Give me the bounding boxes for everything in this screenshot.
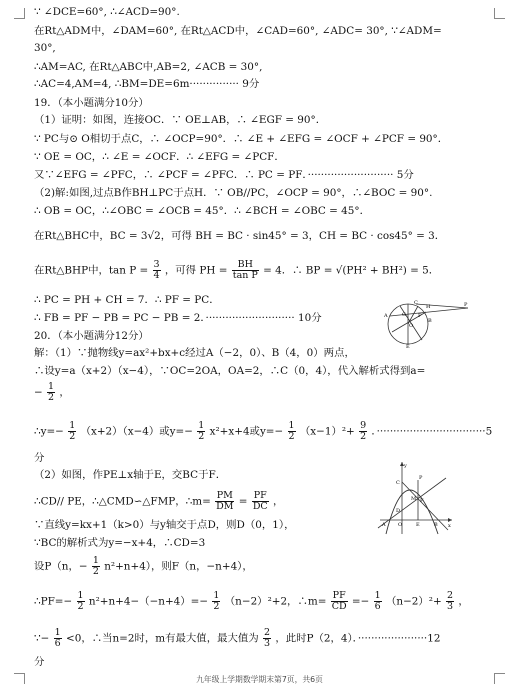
text-run: ，	[273, 495, 284, 508]
text-run: <0，∴当n=2时，m有最大值，最大值为	[66, 632, 259, 645]
text-run: −	[34, 386, 43, 399]
point-label-b: B	[434, 522, 438, 528]
numerator: PF	[253, 490, 267, 501]
text-line: ∴ FB = PF − PB = PC − PB = 2．··························· 10分	[34, 312, 322, 324]
text-line: 分	[34, 656, 45, 668]
fraction	[77, 591, 85, 612]
numerator: 2	[447, 590, 454, 601]
fraction	[212, 591, 220, 612]
numerator: 1	[374, 590, 381, 601]
fraction	[47, 382, 55, 403]
denominator: 2	[213, 601, 220, 612]
text-run: =	[238, 495, 248, 508]
text-line: 分	[34, 452, 45, 464]
text-line: 30°,	[34, 42, 56, 54]
question-heading: 19．（本小题满分10分）	[34, 97, 149, 109]
denominator: 2	[69, 431, 76, 442]
text-line: 解：（1）∵抛物线y=ax²+bx+c经过A（−2，0）、B（4，0）两点，	[34, 347, 355, 359]
text-line: （2)解:如图,过点B作BH⊥PC于点H．∵ OB//PC，∠OCP = 90°，∴∠BOC = 90°.	[34, 187, 433, 199]
text-run: 设P（n，−	[34, 560, 88, 573]
text-line: 在Rt△BHC中，BC = 3√2，可得 BH = BC · sin45° = 3，CH = BC · cos45° = 3．	[34, 230, 446, 242]
denominator: CD	[331, 601, 347, 612]
denominator: 2	[48, 392, 55, 403]
point-label-f: F	[420, 498, 424, 504]
fraction	[68, 421, 76, 442]
circle-tangent-figure	[378, 300, 470, 348]
denominator: 6	[54, 638, 61, 649]
point-label-h: H	[426, 304, 431, 310]
point-label-c: C	[414, 300, 418, 306]
text-run: =−	[351, 595, 370, 608]
denominator: DC	[252, 501, 268, 512]
text-line	[34, 556, 253, 577]
text-run: （x+2）（x−4）或y=−	[80, 425, 193, 438]
numerator: PF	[332, 590, 346, 601]
text-line	[34, 382, 70, 403]
text-line: ∵直线y=kx+1（k>0）与y轴交于点D，则D（0，1），	[34, 519, 295, 531]
point-label-f: F	[418, 313, 422, 319]
text-run: ，	[59, 386, 70, 399]
denominator: 2	[198, 431, 205, 442]
numerator: 3	[153, 259, 160, 270]
denominator: 2	[360, 431, 367, 442]
denominator: 4	[153, 270, 160, 281]
point-label-o: O	[409, 323, 414, 329]
text-line: ∴AM=AC, 在Rt△ABC中,AB=2, ∠ACB = 30°,	[34, 61, 263, 73]
denominator: 2	[92, 566, 99, 577]
numerator: 9	[360, 420, 367, 431]
text-line	[34, 260, 439, 281]
fraction	[92, 556, 100, 577]
point-label-c: C	[396, 480, 400, 486]
text-run: 在Rt△BHP中，tan P =	[34, 264, 149, 277]
numerator: 1	[198, 420, 205, 431]
text-run: n²+n+4），则F（n，−n+4），	[104, 560, 253, 573]
point-label-a: A	[384, 313, 388, 319]
text-line	[34, 491, 283, 512]
text-line	[34, 591, 469, 612]
text-run: = 4．∴ BP = √(PH² + BH²) = 5．	[263, 264, 440, 277]
fraction	[359, 421, 367, 442]
text-run: ．·································5	[371, 425, 493, 438]
corner-mark-top-left	[14, 8, 25, 19]
denominator: tan P	[232, 270, 258, 281]
text-run: ∴CD// PE，∴△CMD∽△FMP，∴m=	[34, 495, 211, 508]
denominator: DM	[216, 501, 234, 512]
point-label-b: B	[428, 318, 432, 324]
text-line: ∵ ∠DCE=60°, ∴∠ACD=90°.	[34, 6, 180, 18]
point-label-p: P	[419, 475, 423, 481]
text-run: ∵−	[34, 632, 50, 645]
numerator: BH	[232, 260, 259, 271]
fraction	[232, 260, 259, 281]
numerator: 1	[213, 590, 220, 601]
fraction	[54, 628, 62, 649]
x-axis-arrow	[448, 518, 452, 522]
text-line: 又∵∠EFG = ∠PFC，∴ ∠PCF = ∠PFC．∴ PC = PF．·························· 5分	[34, 169, 414, 181]
fraction	[446, 591, 454, 612]
text-line: ∴ PC = PH + CH = 7．∴ PF = PC．	[34, 294, 220, 306]
line-dp	[378, 478, 446, 528]
text-line	[34, 628, 440, 649]
question-heading: 20．（本小题满分12分）	[34, 330, 149, 342]
numerator: 2	[263, 627, 271, 638]
fraction	[252, 491, 269, 512]
text-line: ∵BC的解析式为y=−x+4，∴CD=3	[34, 537, 206, 549]
denominator: 2	[77, 601, 84, 612]
text-line: （1）证明：如图，连接OC．∵ OE⊥AB，∴ ∠EGF = 90°．	[34, 114, 327, 126]
fraction	[288, 421, 296, 442]
text-run: （n−2）²+	[386, 595, 442, 608]
fraction	[197, 421, 205, 442]
point-label-d: D	[396, 508, 401, 514]
numerator: 1	[77, 590, 84, 601]
denominator: 3	[447, 601, 454, 612]
fraction	[374, 591, 382, 612]
fraction	[331, 591, 348, 612]
page-footer: 九年级上学期数学期末第7页，共6页	[196, 675, 323, 684]
text-run: ，可得 PH =	[164, 264, 228, 277]
text-run: ，	[458, 595, 469, 608]
parabola-figure	[376, 460, 454, 536]
axis-label-y: y	[404, 463, 407, 469]
axis-label-x: x	[448, 523, 451, 529]
numerator: 1	[48, 381, 55, 392]
point-label-o: O	[398, 522, 403, 528]
point-label-e: E	[406, 344, 410, 348]
text-run: （x−1）²+	[299, 425, 355, 438]
point-label-p: P	[464, 302, 468, 308]
text-line: ∴设y=a（x+2）（x−4），∵OC=2OA，OA=2，∴C（0，4），代入解析式得到a=	[34, 365, 426, 377]
text-run: （n−2）²+2，∴m=	[224, 595, 327, 608]
numerator: 1	[288, 420, 295, 431]
text-run: ∴PF=−	[34, 595, 73, 608]
denominator: 3	[263, 638, 271, 649]
point-label-g: G	[402, 312, 406, 318]
point-label-e: E	[416, 522, 420, 528]
numerator: 1	[69, 420, 76, 431]
denominator: 6	[374, 601, 381, 612]
line-bc	[402, 482, 448, 530]
numerator: 1	[92, 555, 99, 566]
text-line: 在Rt△ADM中，∠DAM=60°, 在Rt△ACD中，∠CAD=60°, ∠ADC= 30°, ∵∠ADM=	[34, 25, 442, 37]
text-run: n²+n+4−（−n+4）=−	[88, 595, 209, 608]
denominator: 2	[288, 431, 295, 442]
text-line: ∴ OB = OC，∴∠OBC = ∠OCB = 45°．∴ ∠BCH = ∠OBC = 45°．	[34, 205, 370, 217]
text-run: ，此时P（2，4）．·····················12	[275, 632, 441, 645]
fraction	[263, 628, 271, 649]
fraction	[153, 260, 161, 281]
point-label-a: A	[382, 522, 386, 528]
text-line: ∵ PC与⊙ O相切于点C，∴ ∠OCP=90°．∴ ∠E + ∠EFG = ∠OCF + ∠PCF = 90°．	[34, 133, 449, 145]
text-line: ∴AC=4,AM=4, ∴BM=DE=6m··············· 9分	[34, 78, 260, 90]
fraction	[215, 491, 234, 512]
tangent-line	[416, 304, 468, 308]
point-label-m: M	[411, 496, 417, 502]
text-line: （2）如图，作PE⊥x轴于E，交BC于F．	[34, 469, 227, 481]
text-run: x²+x+4或y=−	[209, 425, 284, 438]
text-run: ∴y=−	[34, 425, 64, 438]
numerator: 1	[54, 627, 61, 638]
corner-mark-top-right	[494, 8, 505, 19]
text-line	[34, 421, 492, 442]
text-line: ∵ OE = OC，∴ ∠E = ∠OCF．∴ ∠EFG = ∠PCF．	[34, 151, 285, 163]
numerator: PM	[216, 490, 233, 501]
